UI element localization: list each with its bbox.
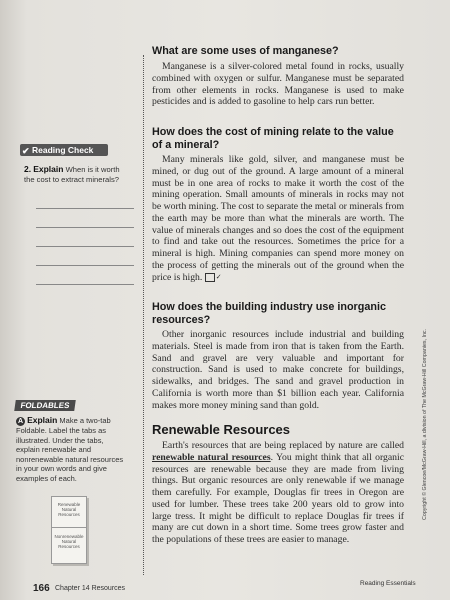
- paragraph-renewable: [152, 440, 404, 546]
- foldables-instructions: [16, 416, 128, 484]
- answer-line[interactable]: [36, 284, 134, 285]
- answer-line[interactable]: [36, 246, 134, 247]
- answer-line[interactable]: [36, 208, 134, 209]
- answer-line[interactable]: [36, 265, 134, 266]
- foldable-tab-renewable: Renewable Natural Resources: [57, 502, 81, 518]
- question-text: When is it worth the cost to extract minerals?: [24, 165, 120, 184]
- checkmark-icon: ✓: [205, 273, 215, 282]
- foldable-divider: [52, 527, 86, 528]
- column-divider: [143, 55, 144, 575]
- copyright-notice: Copyright © Glencoe/McGraw-Hill, a division of The McGraw-Hill Companies, Inc.: [422, 328, 428, 520]
- heading-manganese-uses: What are some uses of manganese?: [152, 45, 339, 57]
- paragraph-building-industry: Other inorganic resources include industrial and building materials. Steel is made from iron that is taken from the Earth. Sand and gravel are very valuable and important for construction. Sand is used to make concrete for buildings, sidewalks, and bridges. The sand and gravel production in California is worth more than $1 billion each year. California makes more money mining sand than gold.: [152, 329, 404, 411]
- footer-chapter: Chapter 14 Resources: [55, 585, 126, 592]
- vocab-term-renewable: renewable natural resources: [152, 451, 271, 463]
- heading-renewable-resources: Renewable Resources: [152, 422, 291, 437]
- section-manganese: [152, 45, 404, 108]
- section-renewable: [152, 440, 404, 546]
- foldable-tab-nonrenewable: Nonrenewable Natural Resources: [54, 534, 84, 550]
- renewable-text-before: Earth's resources that are being replaced by nature are called: [162, 440, 404, 451]
- renewable-text-after: . You might think that all organic resources are renewable because they are made from living things. But organic resources are only renewable if we manage them carefully. For example, Douglas fir trees in Oregon are used for lumber. These trees take 200 years old to grow into large tress. It might be difficult to replace Douglas fir trees if many are cut down in a short time. Some trees grow faster and the populations of these trees are easier to manage.: [152, 451, 404, 545]
- answer-line[interactable]: [36, 227, 134, 228]
- heading-mining-cost: How does the cost of mining relate to the value of a mineral?: [152, 126, 394, 151]
- checkmark-icon: ✔: [22, 146, 30, 156]
- footer-book-title: Reading Essentials: [360, 580, 416, 587]
- question-number: 2.: [24, 164, 32, 174]
- reading-check-badge: [20, 144, 108, 156]
- paragraph-mining-cost-text: Many minerals like gold, silver, and manganese must be mined, or dug out of the ground. A large amount of a mineral must be in one area of rocks to make it worth the cost of the mining operation. Small amounts of minerals in rocks may not be worth mining. The cost to separate the metal or minerals from the earth may be more than what the minerals are worth. The value of minerals changes and so does the cost of the equipment to find and take out the resources. Sometimes the price for a mineral is high. Mining companies can spend more money on the process of getting the minerals out of the ground when the price is high.: [152, 154, 404, 283]
- heading-building-industry: How does the building industry use inorganic resources?: [152, 301, 386, 326]
- paragraph-mining-cost: [152, 154, 404, 283]
- foldables-badge: FOLDABLES: [14, 400, 76, 411]
- section-building-industry: [152, 301, 404, 411]
- foldables-letter-icon: A: [17, 418, 24, 425]
- paragraph-manganese: Manganese is a silver-colored metal found in rocks, usually combined with oxygen or sulfur. Manganese must be separated from other elements in rocks. Manganese is used to make pesticides and is added to gasoline to help cars run better.: [152, 61, 404, 108]
- question-verb: Explain: [33, 164, 64, 174]
- page-number: 166: [33, 583, 50, 594]
- reading-check-label: Reading Check: [32, 145, 94, 155]
- foldables-verb: Explain: [27, 415, 58, 425]
- reading-check-question: [24, 165, 130, 184]
- foldables-text: Make a two-tab Foldable. Label the tabs as illustrated. Under the tabs, explain renewable and nonrenewable natural resources in your own words and give examples of each.: [16, 416, 124, 483]
- foldable-illustration: [51, 496, 87, 564]
- section-mining-cost: [152, 126, 404, 283]
